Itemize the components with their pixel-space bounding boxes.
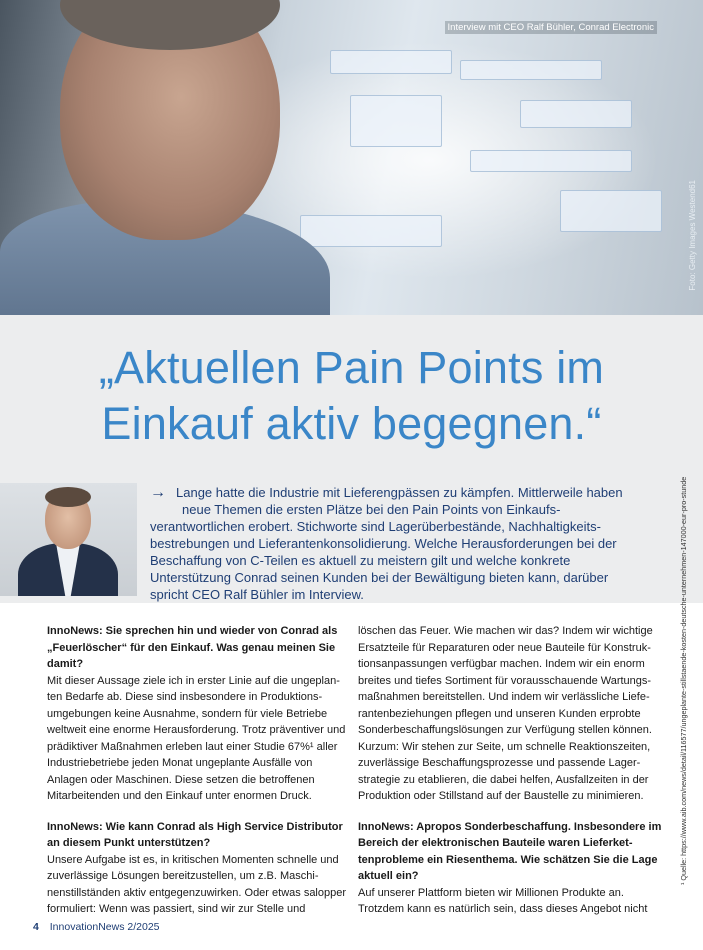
page-footer (33, 921, 160, 933)
question: InnoNews: Apropos Sonderbeschaffung. Insbesondere im Bereich der elektronischen Bauteile waren Lieferkettenprobleme ein Riesenthema. Wie schätzen Sie die Lage aktuell ein? (358, 820, 662, 882)
qa-block (47, 819, 347, 918)
hologram-panel (350, 95, 442, 147)
intro-first-lines (150, 484, 640, 518)
qa-block (358, 819, 663, 918)
hologram-panel (520, 100, 632, 128)
page-number: 4 (33, 921, 39, 933)
photo-credit: Foto: Getty Images Westend61 (688, 180, 697, 291)
answer: Unsere Aufgabe ist es, in kritischen Momenten schnelle und zuverlässige Lösungen bereitzustellen, um z.B. Maschinenstillständen aktiv entgegenzuwirken. Oder etwas salopper formuliert: Wenn was passiert, sind wir zur Stelle und (47, 853, 347, 915)
hero-caption: Interview mit CEO Ralf Bühler, Conrad Electronic (445, 21, 657, 34)
page-title (0, 340, 703, 452)
answer: Auf unserer Plattform bieten wir Millionen Produkte an. Trotzdem kann es natürlich sein, dass dieses Angebot nicht (358, 886, 648, 915)
article-column-left (47, 623, 347, 932)
arrow-right-icon: → (150, 484, 166, 501)
hologram-panel (330, 50, 452, 74)
hologram-panel (300, 215, 442, 247)
intro-text-rest: verantwortlichen erobert. Stichworte sind Lagerüberbestände, Nachhaltigkeitsbestrebungen und Lieferantenkonsolidierung. Welche Herausforderungen bei der Beschaffung von C-Teilen es aktuell zu meistern gilt und welche konkrete Unterstützung Conrad seinen Kunden bei der Bewältigung bieten kann, darüber spricht CEO Ralf Bühler im Interview. (150, 519, 617, 602)
title-line-2: Einkauf aktiv begegnen.“ (101, 398, 602, 449)
question: InnoNews: Wie kann Conrad als High Service Distributor an diesem Punkt unterstützen? (47, 820, 343, 849)
hologram-panel (470, 150, 632, 172)
hologram-panel (560, 190, 662, 232)
hologram-panel (460, 60, 602, 80)
answer-continued: löschen das Feuer. Wie machen wir das? Indem wir wichtige Ersatzteile für Reparaturen oder neue Bauteile für Konstruktionsanpassungen verfügbar machen. Indem wir ein enorm breites und tiefes Sortiment für vorausschauende Wartungsmaßnahmen bereitstellen. Und indem wir verlässliche Lieferantenbeziehungen pflegen und unseren Kunden erprobte Sonderbeschaffungslösungen zur Verfügung stellen können. Kurzum: Wir stehen zur Seite, um schnelle Reaktionszeiten, zuverlässige Beschaffungsprozesse und passende Lagerstrategie zu etablieren, die dabei helfen, Ausfallzeiten in der Produktion oder Stillstand auf der Baustelle zu minimieren. (358, 625, 653, 802)
portrait-hair (45, 487, 91, 507)
question: InnoNews: Sie sprechen hin und wieder von Conrad als „Feuerlöscher“ für den Einkauf. Was genau meinen Sie damit? (47, 625, 338, 670)
intro-lead (150, 484, 640, 603)
article-column-right (358, 623, 663, 932)
title-line-1: „Aktuellen Pain Points im (98, 342, 605, 393)
ceo-portrait (0, 483, 137, 596)
magazine-name: InnovationNews 2/2025 (49, 921, 160, 933)
answer: Mit dieser Aussage ziele ich in erster Linie auf die ungeplanten Bedarfe ab. Diese sind insbesondere in Produktionsumgebungen keine Ausnahme, sondern für viele Betriebe weltweit eine enorme Herausforderung. Trotz präventiver und prädiktiver Maßnahmen erleben laut einer Studie 67%¹ aller Industriebetriebe jeden Monat ungeplante Ausfälle von Anlagen oder Maschinen. Diese setzen die betroffenen Mitarbeitenden und den Einkauf unter enormen Druck. (47, 674, 346, 802)
footnote-source: ¹ Quelle: https://www.aib.com/news/detail/116577/ungeplante-stillstaende-kosten-deutsche-unternehmen-147000-eur-pro-stunde (679, 476, 688, 885)
qa-block (47, 623, 347, 805)
hero-photo (0, 0, 703, 315)
intro-text-first: Lange hatte die Industrie mit Lieferengpässen zu kämpfen. Mittlerweile haben neue Themen die ersten Plätze bei den Pain Points von Einkaufs- (176, 485, 623, 517)
